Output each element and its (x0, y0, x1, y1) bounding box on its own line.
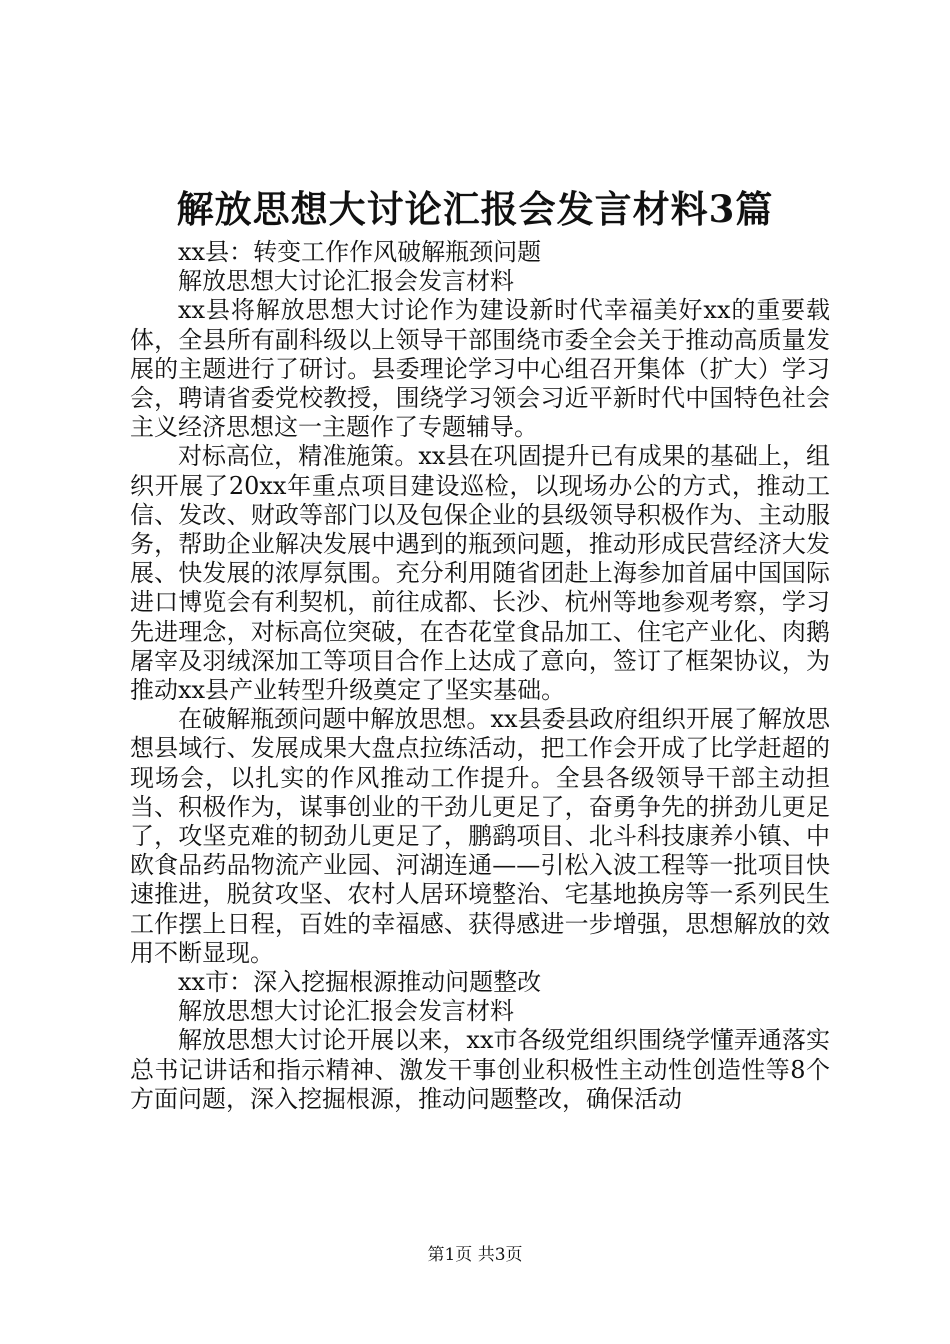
section-heading-county: xx县：转变工作作风破解瓶颈问题 (178, 238, 542, 266)
document-body (130, 238, 830, 1114)
document-title: 解放思想大讨论汇报会发言材料3篇 (176, 187, 774, 231)
body-paragraph: 解放思想大讨论开展以来，xx市各级党组织围绕学懂弄通落实总书记讲话和指示精神、激发干事创业积极性主动性创造性等8个方面问题，深入挖掘根源，推动问题整改，确保活动 (130, 1026, 830, 1113)
body-paragraph: 在破解瓶颈问题中解放思想。xx县委县政府组织开展了解放思想县域行、发展成果大盘点拉练活动，把工作会开成了比学赶超的现场会，以扎实的作风推动工作提升。全县各级领导干部主动担当、积极作为，谋事创业的干劲儿更足了，奋勇争先的拼劲儿更足了，攻坚克难的韧劲儿更足了，鹏鹞项目、北斗科技康养小镇、中欧食品药品物流产业园、河湖连通——引松入波工程等一批项目快速推进，脱贫攻坚、农村人居环境整治、宅基地换房等一系列民生工作摆上日程，百姓的幸福感、获得感进一步增强，思想解放的效用不断显现。 (130, 705, 830, 967)
section-subheading: 解放思想大讨论汇报会发言材料 (178, 997, 514, 1026)
page-number: 第1页 共3页 (427, 1245, 523, 1265)
section-subheading: 解放思想大讨论汇报会发言材料 (178, 267, 514, 296)
section-heading-city: xx市：深入挖掘根源推动问题整改 (178, 968, 542, 997)
body-paragraph: xx县将解放思想大讨论作为建设新时代幸福美好xx的重要载体，全县所有副科级以上领导干部围绕市委全会关于推动高质量发展的主题进行了研讨。县委理论学习中心组召开集体（扩大）学习会，聘请省委党校教授，围绕学习领会习近平新时代中国特色社会主义经济思想这一主题作了专题辅导。 (130, 296, 830, 442)
body-paragraph: 对标高位，精准施策。xx县在巩固提升已有成果的基础上，组织开展了20xx年重点项目建设巡检，以现场办公的方式，推动工信、发改、财政等部门以及包保企业的县级领导积极作为、主动服务，帮助企业解决发展中遇到的瓶颈问题，推动形成民营经济大发展、快发展的浓厚氛围。充分利用随省团赴上海参加首届中国国际进口博览会有利契机，前往成都、长沙、杭州等地参观考察，学习先进理念，对标高位突破，在杏花堂食品加工、住宅产业化、肉鹅屠宰及羽绒深加工等项目合作上达成了意向，签订了框架协议，为推动xx县产业转型升级奠定了坚实基础。 (130, 442, 830, 705)
